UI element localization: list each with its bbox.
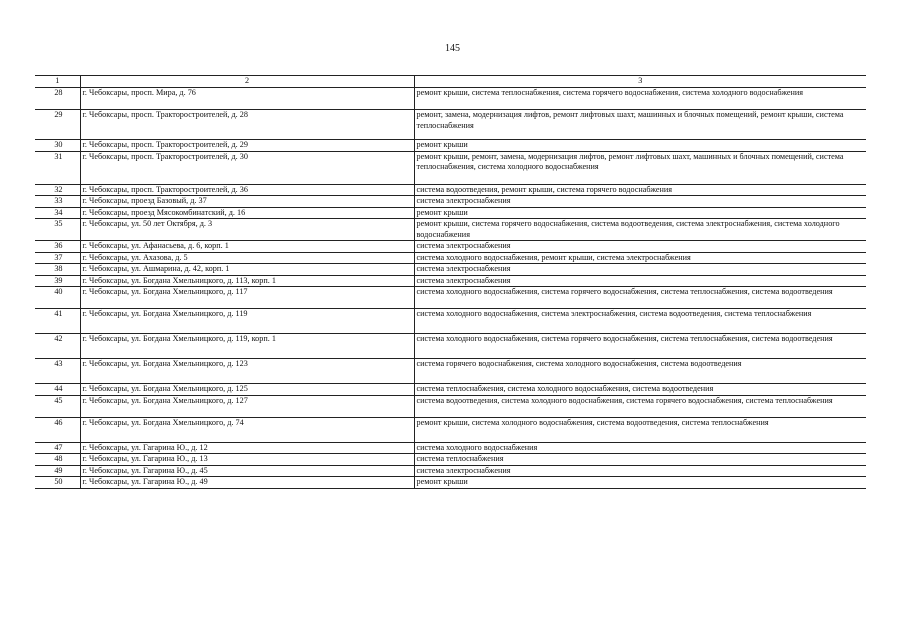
table-row	[35, 442, 866, 454]
registry-table-body	[35, 76, 866, 489]
table-row	[35, 384, 866, 396]
table-row	[35, 207, 866, 219]
column-header-works: 3	[414, 76, 866, 88]
works-cell: ремонт крыши, ремонт, замена, модернизация лифтов, ремонт лифтовых шахт, машинных и блочных помещений, система теплоснабжения, система холодного водоснабжения	[414, 151, 866, 184]
table-row	[35, 151, 866, 184]
works-cell: ремонт крыши, система холодного водоснабжения, система водоотведения, система теплоснабжения	[414, 417, 866, 442]
row-number-cell: 50	[35, 477, 80, 489]
table-row	[35, 264, 866, 276]
row-number-cell: 47	[35, 442, 80, 454]
row-number-cell: 35	[35, 219, 80, 241]
address-cell: г. Чебоксары, просп. Тракторостроителей, д. 28	[80, 110, 414, 140]
table-row	[35, 477, 866, 489]
works-cell: ремонт крыши	[414, 477, 866, 489]
table-row	[35, 395, 866, 417]
row-number-cell: 42	[35, 334, 80, 359]
address-cell: г. Чебоксары, просп. Тракторостроителей, д. 36	[80, 184, 414, 196]
works-cell: система холодного водоснабжения, система электроснабжения, система водоотведения, система теплоснабжения	[414, 309, 866, 334]
row-number-cell: 29	[35, 110, 80, 140]
table-row	[35, 287, 866, 309]
row-number-cell: 45	[35, 395, 80, 417]
table-row	[35, 334, 866, 359]
works-cell: ремонт крыши	[414, 207, 866, 219]
table-row	[35, 359, 866, 384]
row-number-cell: 38	[35, 264, 80, 276]
table-row	[35, 417, 866, 442]
works-cell: система холодного водоснабжения	[414, 442, 866, 454]
address-cell: г. Чебоксары, ул. Богдана Хмельницкого, д. 113, корп. 1	[80, 275, 414, 287]
address-cell: г. Чебоксары, ул. Богдана Хмельницкого, д. 127	[80, 395, 414, 417]
row-number-cell: 40	[35, 287, 80, 309]
page-number: 145	[445, 43, 460, 54]
table-header-row	[35, 76, 866, 88]
works-cell: система электроснабжения	[414, 275, 866, 287]
row-number-cell: 32	[35, 184, 80, 196]
works-cell: ремонт крыши	[414, 140, 866, 152]
table-row	[35, 184, 866, 196]
column-header-number: 1	[35, 76, 80, 88]
row-number-cell: 43	[35, 359, 80, 384]
address-cell: г. Чебоксары, ул. 50 лет Октября, д. 3	[80, 219, 414, 241]
table-row	[35, 454, 866, 466]
works-cell: ремонт крыши, система горячего водоснабжения, система водоотведения, система электроснабжения, система холодного водоснабжения	[414, 219, 866, 241]
row-number-cell: 44	[35, 384, 80, 396]
address-cell: г. Чебоксары, просп. Тракторостроителей, д. 30	[80, 151, 414, 184]
row-number-cell: 36	[35, 241, 80, 253]
column-header-address: 2	[80, 76, 414, 88]
table-row	[35, 309, 866, 334]
table-row	[35, 465, 866, 477]
works-cell: система электроснабжения	[414, 196, 866, 208]
works-cell: система теплоснабжения, система холодного водоснабжения, система водоотведения	[414, 384, 866, 396]
table-row	[35, 88, 866, 110]
table-row	[35, 110, 866, 140]
address-cell: г. Чебоксары, ул. Богдана Хмельницкого, д. 74	[80, 417, 414, 442]
address-cell: г. Чебоксары, ул. Гагарина Ю., д. 45	[80, 465, 414, 477]
row-number-cell: 33	[35, 196, 80, 208]
table-row	[35, 219, 866, 241]
registry-table	[35, 75, 866, 489]
address-cell: г. Чебоксары, просп. Мира, д. 76	[80, 88, 414, 110]
address-cell: г. Чебоксары, ул. Афанасьева, д. 6, корп. 1	[80, 241, 414, 253]
address-cell: г. Чебоксары, ул. Гагарина Ю., д. 12	[80, 442, 414, 454]
row-number-cell: 49	[35, 465, 80, 477]
address-cell: г. Чебоксары, ул. Богдана Хмельницкого, д. 119	[80, 309, 414, 334]
works-cell: система холодного водоснабжения, система горячего водоснабжения, система теплоснабжения, система водоотведения	[414, 334, 866, 359]
row-number-cell: 46	[35, 417, 80, 442]
row-number-cell: 37	[35, 252, 80, 264]
row-number-cell: 34	[35, 207, 80, 219]
address-cell: г. Чебоксары, ул. Богдана Хмельницкого, д. 117	[80, 287, 414, 309]
works-cell: система теплоснабжения	[414, 454, 866, 466]
address-cell: г. Чебоксары, просп. Тракторостроителей, д. 29	[80, 140, 414, 152]
row-number-cell: 39	[35, 275, 80, 287]
table-row	[35, 140, 866, 152]
table-row	[35, 196, 866, 208]
address-cell: г. Чебоксары, проезд Базовый, д. 37	[80, 196, 414, 208]
row-number-cell: 31	[35, 151, 80, 184]
row-number-cell: 28	[35, 88, 80, 110]
works-cell: система водоотведения, ремонт крыши, система горячего водоснабжения	[414, 184, 866, 196]
row-number-cell: 30	[35, 140, 80, 152]
address-cell: г. Чебоксары, ул. Ашмарина, д. 42, корп. 1	[80, 264, 414, 276]
table-row	[35, 252, 866, 264]
address-cell: г. Чебоксары, ул. Богдана Хмельницкого, д. 119, корп. 1	[80, 334, 414, 359]
address-cell: г. Чебоксары, ул. Богдана Хмельницкого, д. 123	[80, 359, 414, 384]
works-cell: ремонт, замена, модернизация лифтов, ремонт лифтовых шахт, машинных и блочных помещений, ремонт крыши, система теплоснабжения	[414, 110, 866, 140]
address-cell: г. Чебоксары, ул. Гагарина Ю., д. 13	[80, 454, 414, 466]
address-cell: г. Чебоксары, ул. Ахазова, д. 5	[80, 252, 414, 264]
works-cell: система водоотведения, система холодного водоснабжения, система горячего водоснабжения, система теплоснабжения	[414, 395, 866, 417]
works-cell: система электроснабжения	[414, 241, 866, 253]
works-cell: ремонт крыши, система теплоснабжения, система горячего водоснабжения, система холодного водоснабжения	[414, 88, 866, 110]
address-cell: г. Чебоксары, ул. Богдана Хмельницкого, д. 125	[80, 384, 414, 396]
row-number-cell: 41	[35, 309, 80, 334]
works-cell: система горячего водоснабжения, система холодного водоснабжения, система водоотведения	[414, 359, 866, 384]
works-cell: система электроснабжения	[414, 264, 866, 276]
row-number-cell: 48	[35, 454, 80, 466]
works-cell: система холодного водоснабжения, ремонт крыши, система электроснабжения	[414, 252, 866, 264]
works-cell: система электроснабжения	[414, 465, 866, 477]
works-cell: система холодного водоснабжения, система горячего водоснабжения, система теплоснабжения, система водоотведения	[414, 287, 866, 309]
address-cell: г. Чебоксары, проезд Мясокомбинатский, д. 16	[80, 207, 414, 219]
table-row	[35, 241, 866, 253]
table-row	[35, 275, 866, 287]
address-cell: г. Чебоксары, ул. Гагарина Ю., д. 49	[80, 477, 414, 489]
